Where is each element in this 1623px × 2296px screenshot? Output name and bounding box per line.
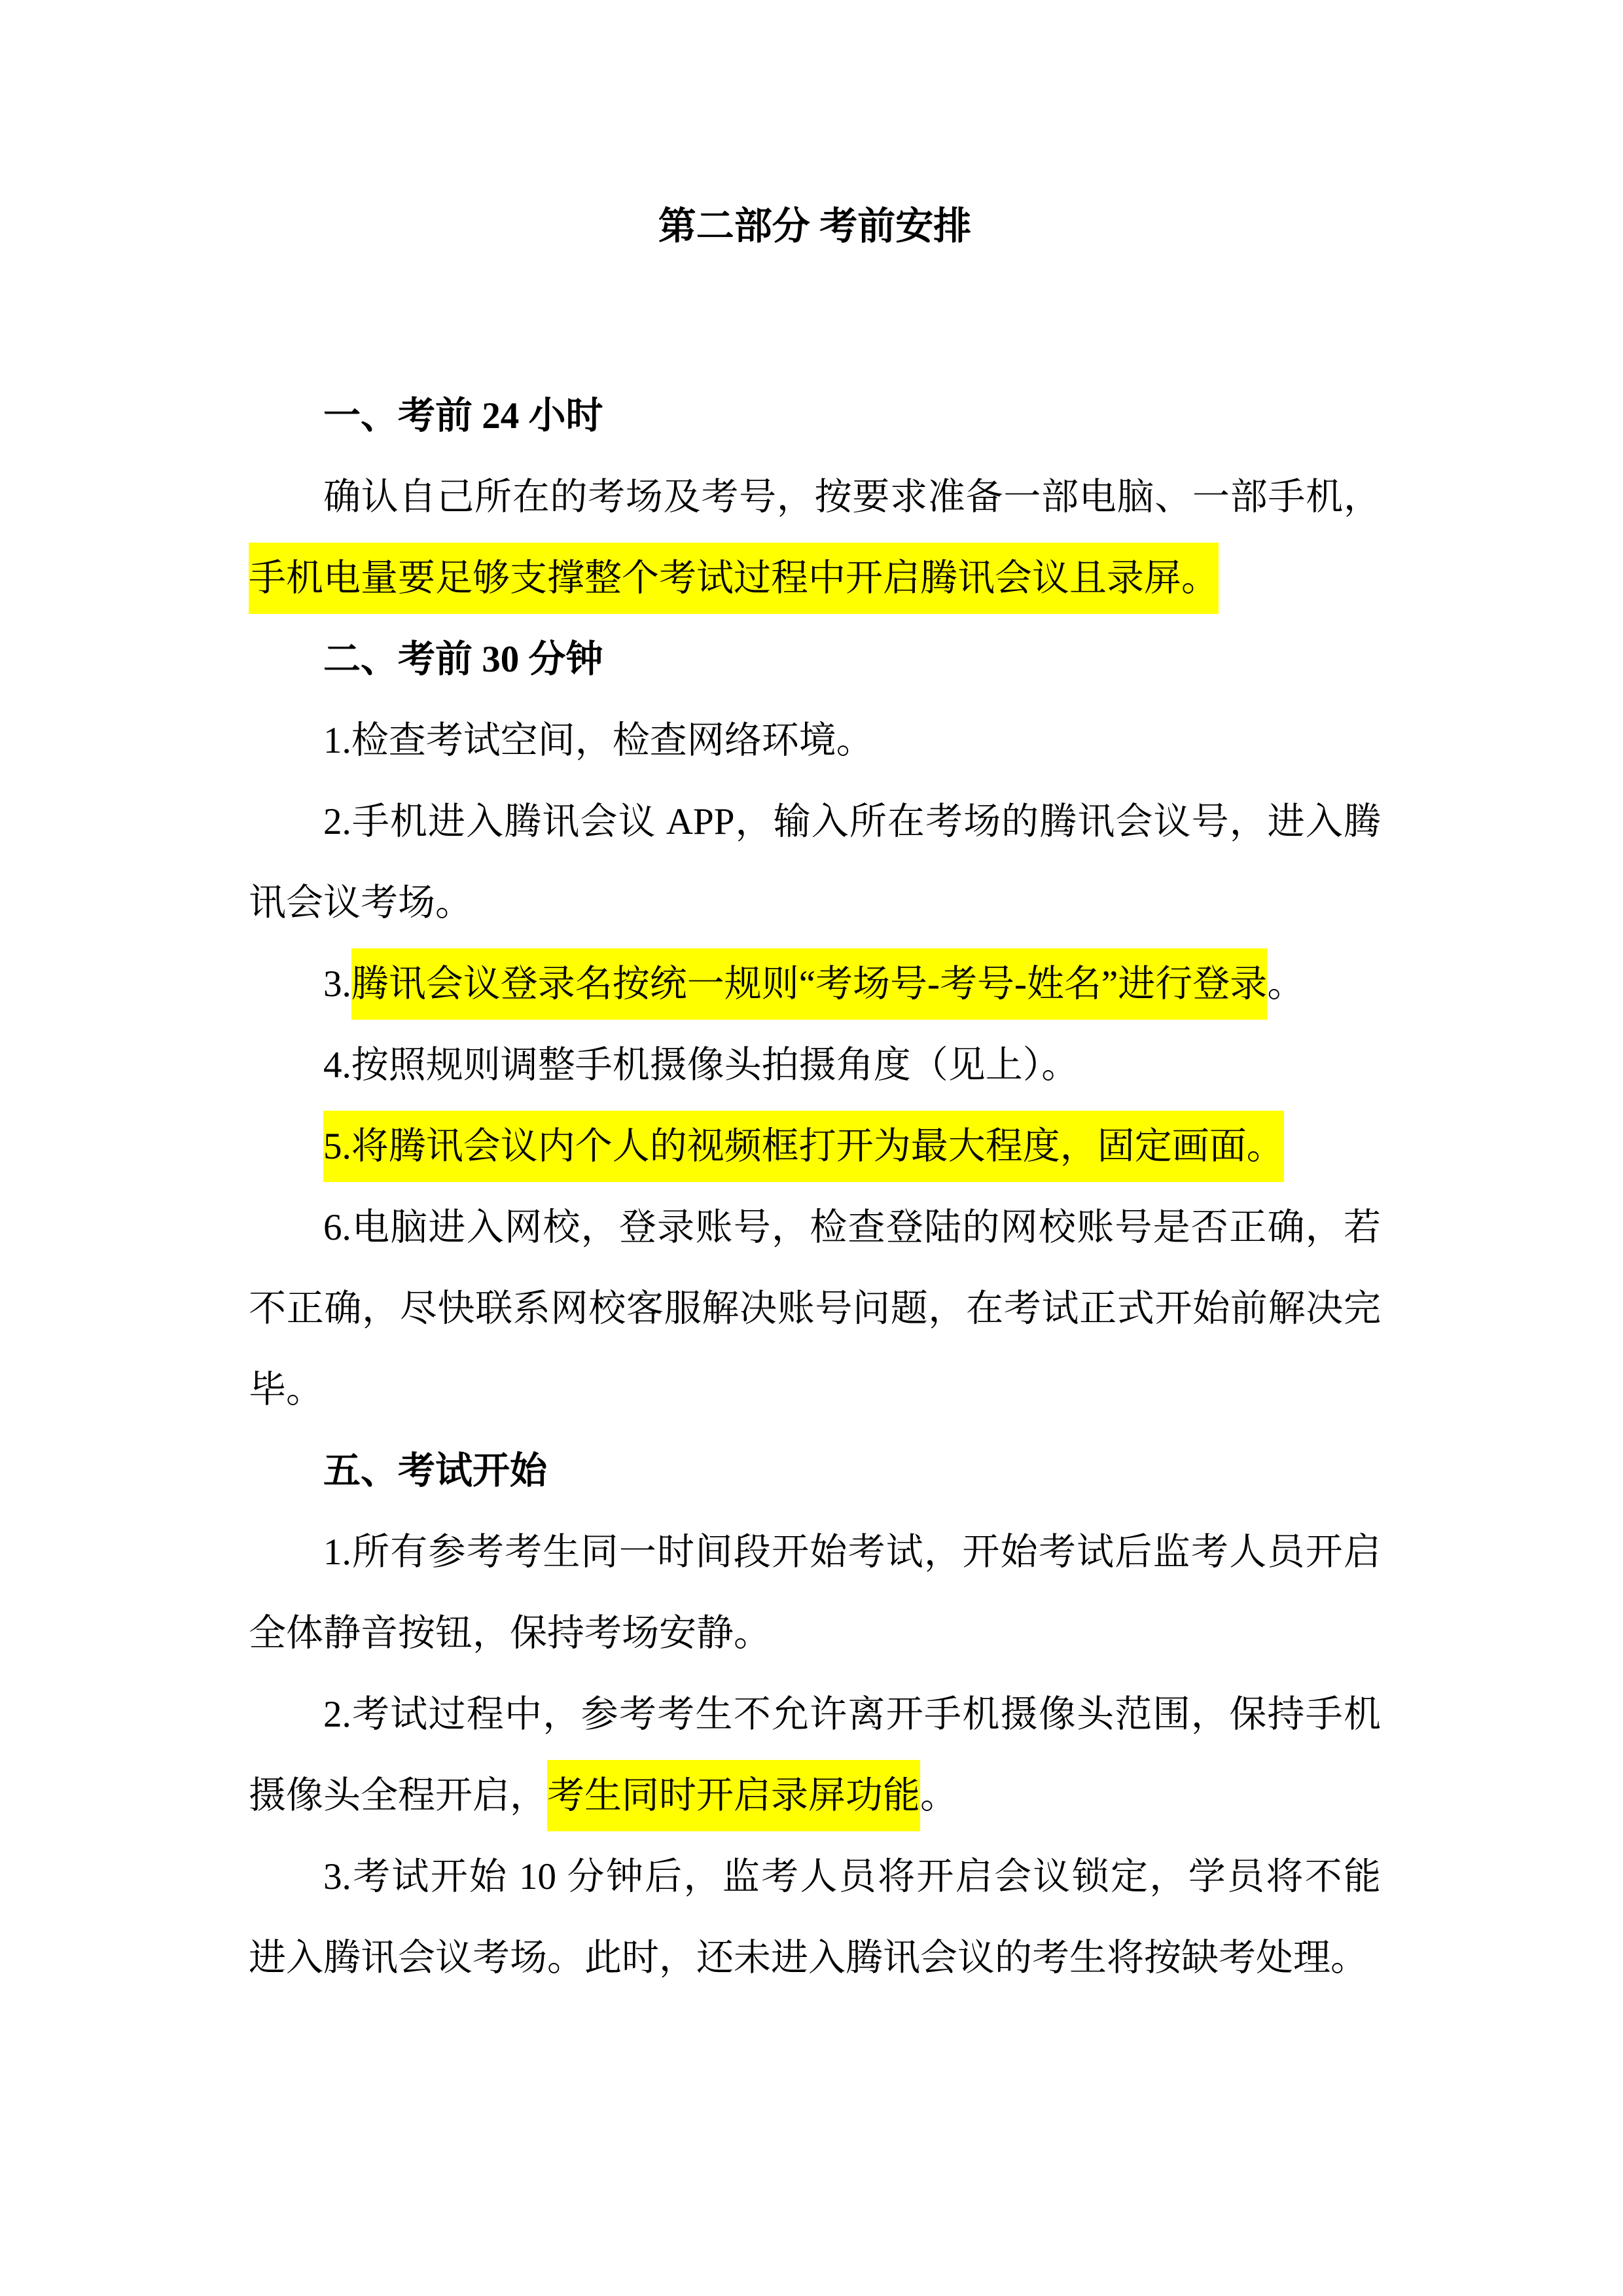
text-run: 3.	[323, 963, 351, 1005]
text-run: 2.考试过程中，参考考生不允许离开手机摄像头范围，保持手机	[323, 1694, 1381, 1735]
text-run: 全体静音按钮，保持考场安静。	[249, 1613, 771, 1654]
list-item-line	[249, 1025, 1381, 1106]
text-run: 6.电脑进入网校，登录账号，检查登陆的网校账号是否正确，若	[323, 1207, 1381, 1248]
text-run: 1.检查考试空间，检查网络环境。	[323, 720, 874, 761]
highlighted-text-run: 5.将腾讯会议内个人的视频框打开为最大程度，固定画面。	[323, 1111, 1284, 1182]
paragraph-line	[249, 1918, 1381, 1999]
list-item-line	[249, 1512, 1381, 1593]
paragraph-line	[249, 457, 1381, 538]
list-item-line	[249, 863, 1381, 944]
paragraph-line	[249, 538, 1381, 619]
paragraph-line	[249, 1755, 1381, 1837]
section-heading-exam-start	[249, 1431, 1381, 1512]
heading-text: 二、考前 30 分钟	[323, 639, 603, 680]
text-run: 毕。	[249, 1369, 323, 1410]
list-item-line	[249, 1674, 1381, 1755]
text-run: 1.所有参考考生同一时间段开始考试，开始考试后监考人员开启	[323, 1532, 1381, 1573]
highlighted-text-run: 手机电量要足够支撑整个考试过程中开启腾讯会议且录屏。	[249, 543, 1219, 614]
text-run: 4.按照规则调整手机摄像头拍摄角度（见上）。	[323, 1045, 1079, 1086]
text-run: 确认自己所在的考场及考号，按要求准备一部电脑、一部手机，	[323, 476, 1381, 518]
heading-text: 五、考试开始	[323, 1450, 547, 1492]
text-run: 。	[920, 1775, 957, 1816]
text-run: 摄像头全程开启，	[249, 1775, 547, 1816]
text-run: 。	[1267, 963, 1305, 1005]
list-item-line	[249, 944, 1381, 1025]
document-title: 第二部分 考前安排	[658, 205, 972, 247]
list-item-line	[249, 1837, 1381, 1918]
text-run: 不正确，尽快联系网校客服解决账号问题，在考试正式开始前解决完	[249, 1288, 1381, 1329]
paragraph-line	[249, 1350, 1381, 1431]
list-item-line	[249, 700, 1381, 781]
text-run: 2.手机进入腾讯会议 APP，输入所在考场的腾讯会议号，进入腾	[323, 801, 1381, 842]
list-item-line	[249, 1106, 1381, 1187]
text-run: 3.考试开始 10 分钟后，监考人员将开启会议锁定，学员将不能	[323, 1856, 1381, 1897]
list-item-line	[249, 1187, 1381, 1268]
highlighted-text-run: 腾讯会议登录名按统一规则“考场号-考号-姓名”进行登录	[351, 948, 1268, 1020]
list-item-line	[249, 781, 1381, 863]
text-run: 讯会议考场。	[249, 882, 473, 924]
document-body	[249, 376, 1381, 1999]
section-heading-pre-30min	[249, 619, 1381, 700]
text-run: 进入腾讯会议考场。此时，还未进入腾讯会议的考生将按缺考处理。	[249, 1937, 1368, 1979]
paragraph-line	[249, 1268, 1381, 1350]
highlighted-text-run: 考生同时开启录屏功能	[547, 1760, 920, 1831]
section-heading-pre-24h	[249, 376, 1381, 457]
heading-text: 一、考前 24 小时	[323, 395, 603, 437]
paragraph-line	[249, 1593, 1381, 1674]
